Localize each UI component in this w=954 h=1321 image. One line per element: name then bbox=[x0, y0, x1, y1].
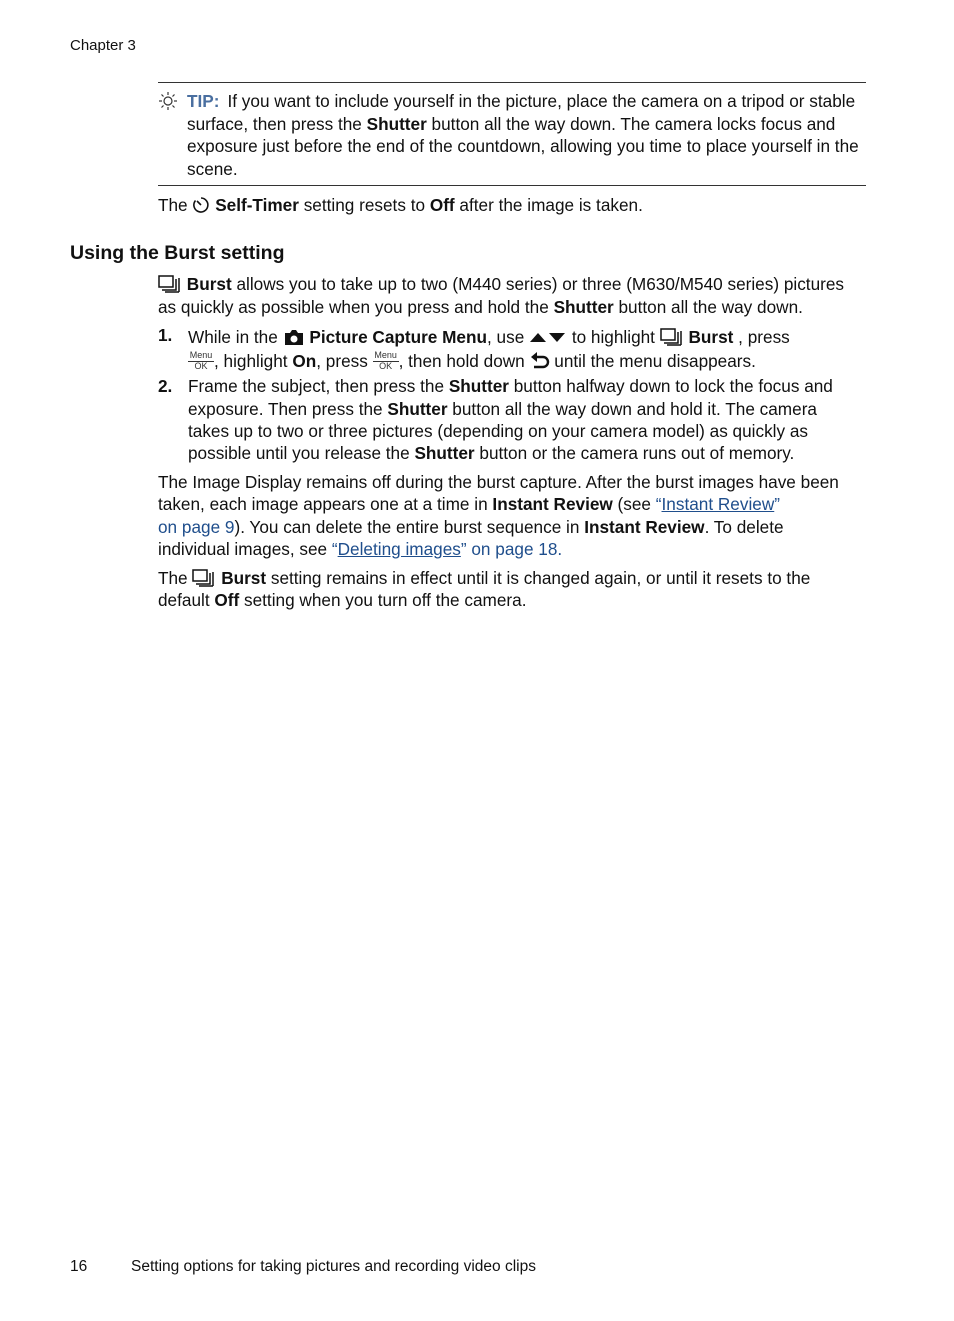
text: setting resets to bbox=[298, 195, 430, 215]
text: individual images, see bbox=[158, 539, 332, 559]
menu-ok-top: Menu bbox=[374, 350, 397, 360]
burst-term: Burst bbox=[221, 568, 267, 588]
menu-ok-icon bbox=[373, 351, 399, 371]
picture-capture-menu-term: Picture Capture Menu bbox=[309, 327, 487, 347]
text: (see bbox=[612, 494, 656, 514]
text: While in the bbox=[188, 327, 283, 347]
burst-term: Burst bbox=[186, 274, 232, 294]
menu-ok-top: Menu bbox=[189, 350, 213, 360]
text: Frame the subject, then press the bbox=[188, 376, 449, 396]
chapter-header: Chapter 3 bbox=[70, 37, 136, 54]
menu-ok-bottom: OK bbox=[194, 361, 208, 371]
display-line-3 bbox=[158, 517, 784, 538]
step-1-number: 1. bbox=[158, 325, 173, 345]
text: as quickly as possible when you press and hold the bbox=[158, 297, 554, 317]
text: to highlight bbox=[567, 327, 660, 347]
tip-text bbox=[187, 90, 871, 180]
text: default bbox=[158, 590, 215, 610]
shutter-term: Shutter bbox=[366, 113, 427, 134]
text: ). You can delete the entire burst sequence in bbox=[234, 517, 585, 537]
instant-review-term: Instant Review bbox=[492, 494, 613, 514]
text: setting when you turn off the camera. bbox=[239, 590, 527, 610]
burst-icon bbox=[158, 275, 182, 293]
tip-text-part: If you want to include yourself in the picture, place the camera on a tripod or stable surface, then press the bbox=[187, 91, 856, 134]
instant-review-page-link[interactable]: on page 9 bbox=[158, 517, 235, 537]
self-timer-term: Self-Timer bbox=[215, 195, 299, 215]
text: possible until you release the bbox=[188, 443, 415, 463]
tip-text-part: button all the way down. The camera locks focus and exposure just before the end of the countdown, allowing you time to place yourself in the scene. bbox=[187, 113, 859, 179]
step-2-line-4 bbox=[188, 443, 794, 464]
text: allows you to take up to two (M440 series) or three (M630/M540 series) pictures bbox=[231, 274, 845, 294]
step-1-line-1 bbox=[188, 327, 790, 348]
text: button or the camera runs out of memory. bbox=[474, 443, 795, 463]
self-timer-line bbox=[158, 195, 643, 216]
step-2-line-1 bbox=[188, 376, 833, 397]
on-term: On bbox=[292, 351, 317, 371]
intro-line-2 bbox=[158, 297, 803, 318]
link-text: Instant Review bbox=[661, 494, 775, 514]
display-line-1: The Image Display remains off during the burst capture. After the burst images have been bbox=[158, 472, 839, 492]
step-2-line-2 bbox=[188, 399, 817, 420]
display-line-2 bbox=[158, 494, 780, 515]
self-timer-icon bbox=[192, 196, 210, 214]
tip-label: TIP: bbox=[187, 91, 220, 111]
text: The bbox=[158, 568, 193, 588]
step-2-number: 2. bbox=[158, 376, 173, 396]
tip-sun-icon bbox=[158, 91, 178, 111]
text: until the menu disappears. bbox=[549, 351, 756, 371]
display-line-4 bbox=[158, 539, 562, 560]
burst-term: Burst bbox=[688, 327, 734, 347]
text: , press bbox=[733, 327, 790, 347]
up-down-arrows-icon bbox=[529, 330, 567, 344]
off-term: Off bbox=[429, 195, 455, 215]
burst-icon bbox=[192, 569, 216, 587]
text: , use bbox=[487, 327, 530, 347]
text: , then hold down bbox=[398, 351, 530, 371]
footer-title: Setting options for taking pictures and recording video clips bbox=[131, 1258, 536, 1275]
burst-line-1 bbox=[158, 568, 810, 589]
section-heading: Using the Burst setting bbox=[70, 242, 285, 264]
step-2-line-3: takes up to two or three pictures (depending on your camera model) as quickly as bbox=[188, 421, 809, 441]
shutter-term: Shutter bbox=[553, 297, 614, 317]
page-number: 16 bbox=[70, 1258, 88, 1275]
link-text: Deleting images bbox=[337, 539, 461, 559]
step-1-line-2 bbox=[188, 351, 756, 372]
text: taken, each image appears one at a time in bbox=[158, 494, 493, 514]
text: The bbox=[158, 195, 193, 215]
text: button all the way down. bbox=[613, 297, 803, 317]
text: , highlight bbox=[214, 351, 293, 371]
back-arrow-icon bbox=[530, 352, 550, 370]
quote: “ bbox=[331, 539, 338, 559]
shutter-term: Shutter bbox=[387, 399, 448, 419]
text: setting remains in effect until it is changed again, or until it resets to the bbox=[266, 568, 811, 588]
text: after the image is taken. bbox=[454, 195, 643, 215]
menu-ok-icon bbox=[188, 351, 214, 371]
quote: “ bbox=[655, 494, 662, 514]
tip-box bbox=[158, 82, 866, 186]
shutter-term: Shutter bbox=[414, 443, 475, 463]
burst-icon bbox=[660, 328, 684, 346]
instant-review-term: Instant Review bbox=[584, 517, 705, 537]
shutter-term: Shutter bbox=[448, 376, 509, 396]
off-term: Off bbox=[214, 590, 240, 610]
text: exposure. Then press the bbox=[188, 399, 388, 419]
burst-line-2 bbox=[158, 590, 526, 611]
camera-icon bbox=[283, 328, 305, 346]
text: button all the way down and hold it. The camera bbox=[447, 399, 817, 419]
menu-ok-bottom: OK bbox=[379, 361, 393, 371]
link-page: ” on page 18 bbox=[460, 539, 558, 559]
instant-review-link[interactable] bbox=[656, 494, 780, 514]
quote: ” bbox=[774, 494, 780, 514]
text: , press bbox=[316, 351, 373, 371]
text: . To delete bbox=[704, 517, 784, 537]
intro-line-1 bbox=[158, 274, 844, 295]
deleting-images-link[interactable] bbox=[332, 539, 558, 559]
text: button halfway down to lock the focus and bbox=[508, 376, 833, 396]
text: . bbox=[557, 539, 563, 559]
